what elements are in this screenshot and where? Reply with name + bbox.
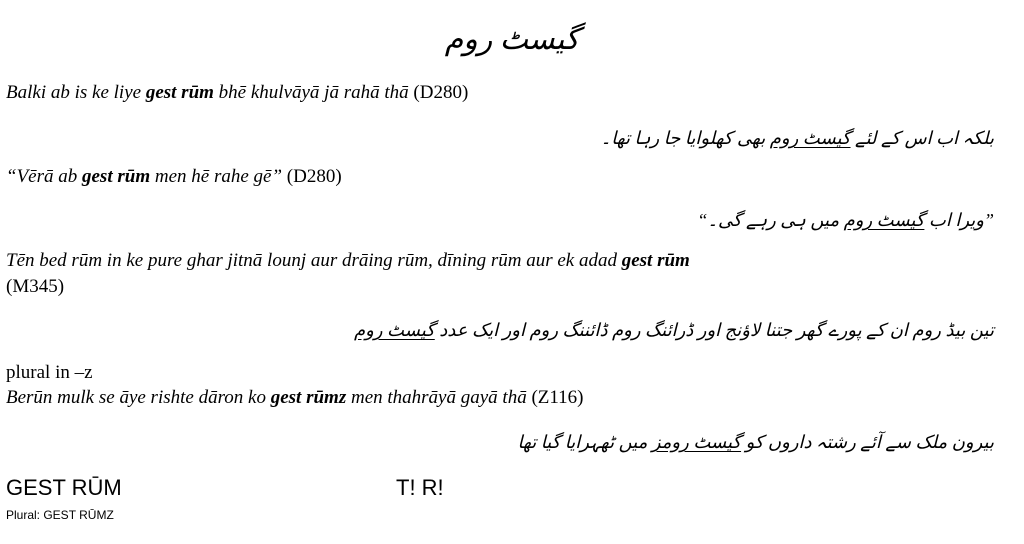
plural-label: Plural: GEST RŪMZ [6, 508, 114, 522]
example-3-reference: (M345) [6, 276, 65, 297]
example-2-transliteration: “Vērā ab gest rūm men hē rahe gē” (D280) [6, 166, 342, 187]
example-3-urdu: تین بیڈ روم ان کے پورے گھر جتنا لاؤنج اور ڈرائنگ روم ڈائننگ روم اور ایک عدد گیسٹ روم [354, 320, 994, 340]
tag: T! R! [396, 475, 444, 500]
example-4-transliteration: Berūn mulk se āye rishte dāron ko gest rūmz men thahrāyā gayā thā (Z116) [6, 387, 584, 408]
example-1-transliteration: Balki ab is ke liye gest rūm bhē khulvāyā jā rahā thā (D280) [6, 82, 469, 103]
example-4-urdu: بیرون ملک سے آئے رشتہ داروں کو گیسٹ رومز میں ٹھہرایا گیا تھا [517, 432, 994, 452]
plural-note: plural in –z [6, 362, 93, 383]
example-2-urdu: ”ویرا اب گیسٹ روم میں ہی رہے گی۔“ [697, 210, 994, 230]
example-1-urdu: بلکہ اب اس کے لئے گیسٹ روم بھی کھلوایا جا رہا تھا۔ [600, 128, 994, 148]
example-3-transliteration: Tēn bed rūm in ke pure ghar jitnā lounj aur drāing rūm, dīning rūm aur ek adad gest rūm [6, 250, 690, 271]
headword: GEST RŪM [6, 475, 122, 500]
urdu-title: گیسٹ روم [444, 23, 580, 56]
